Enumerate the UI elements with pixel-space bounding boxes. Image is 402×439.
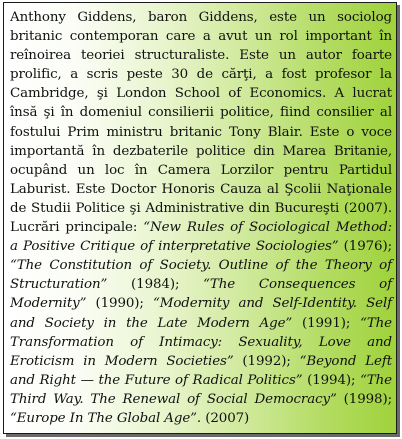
work-year: (1991); xyxy=(292,315,361,331)
work-title: “The Transformation of Intimacy: Sexuality, Love and Eroticism in Modern Societies” xyxy=(10,315,393,369)
work-year: (2007) xyxy=(201,410,250,426)
work-title: “Beyond Left and Right — the Future of Radical Politics” xyxy=(10,353,392,388)
work-year: (1998); xyxy=(336,391,392,407)
work-year: (1976); xyxy=(338,239,392,255)
biography-paragraph xyxy=(10,8,392,428)
work-title: “Modernity and Self-Identity. Self and Society in the Late Modern Age” xyxy=(10,296,393,331)
work-title: “Europe In The Global Age”. xyxy=(10,410,202,426)
work-title: “New Rules of Sociological Method: a Positive Critique of interpretative Sociologies” xyxy=(10,220,392,255)
work-year: (1994); xyxy=(302,372,361,388)
biography-text-box xyxy=(3,2,397,434)
biography-intro-text: Anthony Giddens, baron Giddens, este un sociolog britanic contemporan care a avut un rol important în reînoirea teoriei structuraliste. Este un autor foarte prolific, a scris peste 30 de cărţi, a fost profesor la Cambridge, şi London School of Economics. A lucrat însă şi în domeniul consilierii politice, fiind consilier al fostului Prim ministru britanic Tony Blair. Este o voce importantă în dezbaterile politice din Marea Britanie, ocupând un loc în Camera Lorzilor pentru Partidul Laburist. Este Doctor Honoris Cauza al Şcolii Naţionale de Studii Politice şi Administrative din Bucureşti (2007). Lucrări principale: xyxy=(10,10,392,236)
work-title: “The Third Way. The Renewal of Social Democracy” xyxy=(10,372,392,407)
work-year: (1984); xyxy=(107,277,204,293)
work-title: “The Constitution of Society. Outline of the Theory of Structuration” xyxy=(10,258,392,293)
work-year: (1990); xyxy=(86,296,153,312)
work-year: (1992); xyxy=(233,353,300,369)
work-title: “The Consequences of Modernity” xyxy=(10,277,392,312)
